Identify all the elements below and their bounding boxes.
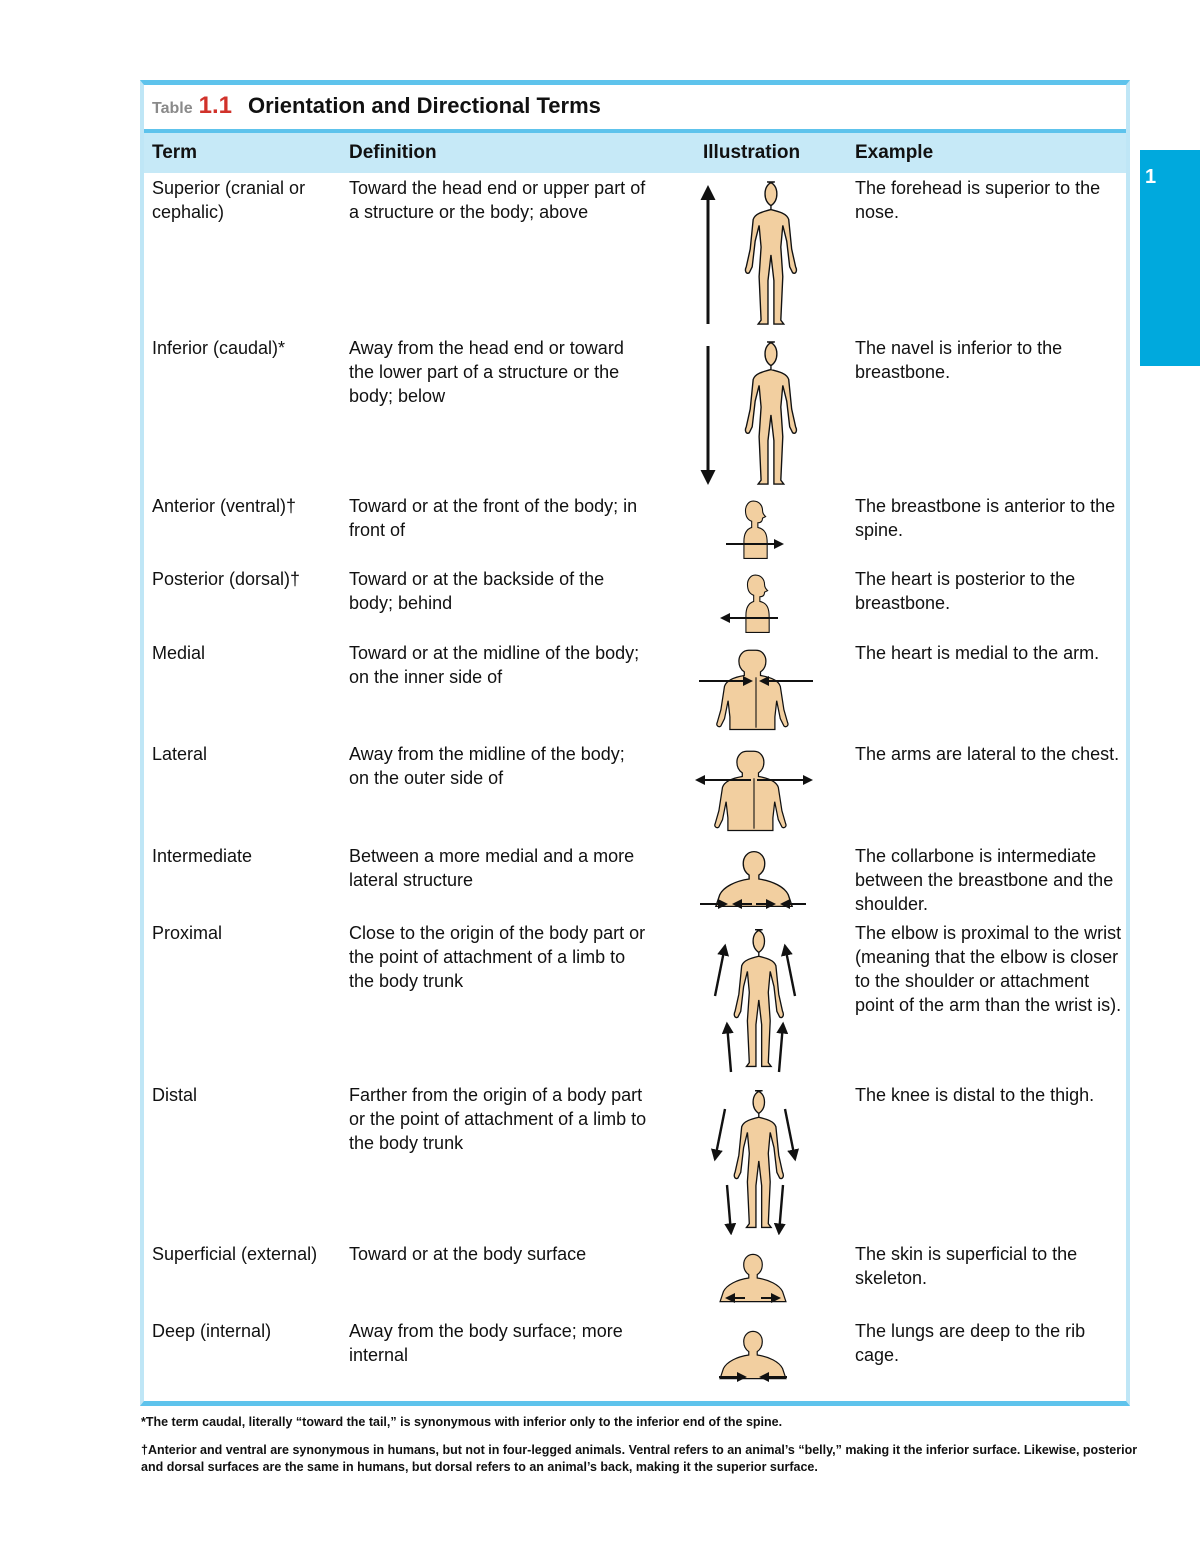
inferior-figure-icon: [695, 340, 815, 490]
row-definition: Between a more medial and a more lateral structure: [349, 846, 635, 890]
row-term: Proximal: [152, 923, 223, 943]
header-definition: Definition: [349, 142, 437, 163]
posterior-figure-icon: [718, 572, 788, 636]
table-title-text: Orientation and Directional Terms: [247, 93, 601, 118]
row-example: The collarbone is intermediate between the breastbone and the shoulder.: [855, 846, 1114, 914]
row-example: The arms are lateral to the chest.: [855, 744, 1120, 764]
footnote-caudal: *The term caudal, literally “toward the tail,” is synonymous with inferior only to the inferior end of the spine.: [141, 1415, 783, 1429]
row-term: Inferior (caudal)*: [152, 338, 286, 358]
table-title: [152, 92, 601, 128]
row-term: Anterior (ventral)†: [152, 496, 297, 516]
row-example: The knee is distal to the thigh.: [855, 1085, 1095, 1105]
row-example: The skin is superficial to the skeleton.: [855, 1244, 1078, 1288]
row-example: The lungs are deep to the rib cage.: [855, 1321, 1086, 1365]
row-term: Posterior (dorsal)†: [152, 569, 301, 589]
table-label: Table: [152, 100, 193, 117]
row-term: Deep (internal): [152, 1321, 272, 1341]
table-number: 1.1: [198, 92, 232, 119]
superficial-figure-icon: [715, 1246, 791, 1312]
row-definition: Toward or at the body surface: [349, 1244, 587, 1264]
row-term: Lateral: [152, 744, 208, 764]
row-example: The heart is posterior to the breastbone.: [855, 569, 1076, 613]
lateral-figure-icon: [695, 746, 813, 836]
row-example: The heart is medial to the arm.: [855, 643, 1100, 663]
row-term: Intermediate: [152, 846, 253, 866]
row-term: Distal: [152, 1085, 198, 1105]
row-definition: Away from the head end or toward the lower part of a structure or the body; below: [349, 338, 624, 406]
proximal-figure-icon: [705, 926, 805, 1074]
header-illustration: Illustration: [703, 142, 801, 163]
row-example: The elbow is proximal to the wrist (meaning that the elbow is closer to the shoulder or attachment point of the arm than the wrist is).: [855, 923, 1122, 1015]
row-definition: Toward the head end or upper part of a structure or the body; above: [349, 178, 646, 222]
anterior-figure-icon: [720, 498, 790, 562]
deep-figure-icon: [715, 1323, 791, 1389]
row-example: The forehead is superior to the nose.: [855, 178, 1101, 222]
row-term: Superficial (external): [152, 1244, 318, 1264]
row-term: Superior (cranial or cephalic): [152, 178, 306, 222]
distal-figure-icon: [705, 1087, 805, 1235]
row-term: Medial: [152, 643, 206, 663]
row-definition: Farther from the origin of a body part or the point of attachment of a limb to the body trunk: [349, 1085, 647, 1153]
header-term: Term: [152, 142, 198, 163]
row-definition: Close to the origin of the body part or the point of attachment of a limb to the body trunk: [349, 923, 646, 991]
row-example: The navel is inferior to the breastbone.: [855, 338, 1063, 382]
footnote-anterior: †Anterior and ventral are synonymous in humans, but not in four-legged animals. Ventral refers to an animal’s “belly,” making it the inferior surface. Likewise, posterior and dorsal surfaces are the same in humans, but dorsal refers to an animal’s back, making it the superior surface.: [141, 1443, 1138, 1474]
header-example: Example: [855, 142, 934, 163]
row-definition: Away from the body surface; more internal: [349, 1321, 623, 1365]
chapter-number: 1: [1145, 166, 1157, 188]
intermediate-figure-icon: [700, 848, 808, 914]
row-definition: Away from the midline of the body; on the outer side of: [349, 744, 625, 788]
row-definition: Toward or at the front of the body; in front of: [349, 496, 638, 540]
row-definition: Toward or at the midline of the body; on the inner side of: [349, 643, 640, 687]
superior-figure-icon: [695, 180, 815, 330]
row-definition: Toward or at the backside of the body; behind: [349, 569, 605, 613]
table-header: [144, 129, 1126, 173]
row-example: The breastbone is anterior to the spine.: [855, 496, 1116, 540]
medial-figure-icon: [697, 645, 815, 735]
